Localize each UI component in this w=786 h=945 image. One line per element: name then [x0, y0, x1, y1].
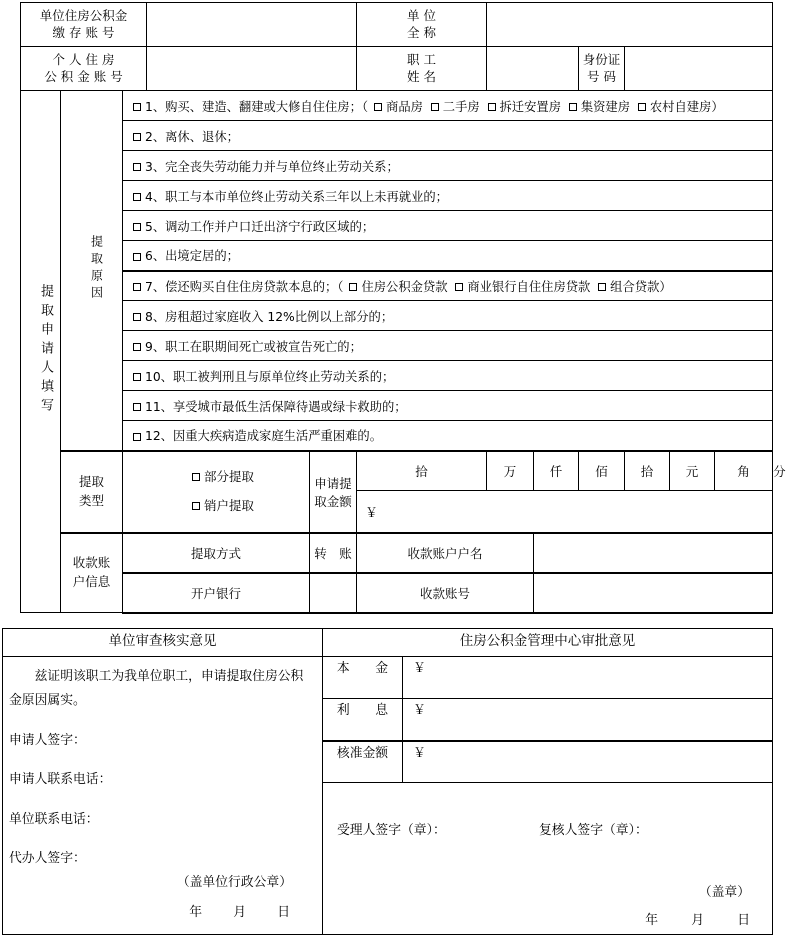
- withdraw-type-label: 提取 类型: [61, 451, 123, 533]
- payee-bank-label: 开户银行: [123, 573, 310, 613]
- row-payee-method: [21, 533, 773, 573]
- reason-no: 2、: [145, 129, 166, 144]
- side-label-applicant-fill: 提取申请人填写: [21, 91, 61, 613]
- reason-row: [21, 301, 773, 331]
- reason-item-10[interactable]: [123, 361, 773, 391]
- reason-item-5[interactable]: [123, 211, 773, 241]
- center-approval-title: 住房公积金管理中心审批意见: [323, 629, 773, 657]
- row-personal-account: [21, 47, 773, 91]
- reason-no: 3、: [145, 159, 166, 174]
- reason-no: 8、: [145, 309, 166, 324]
- option-close-account-withdraw[interactable]: 销户提取: [137, 492, 309, 521]
- withdraw-method-label: 提取方式: [123, 533, 310, 573]
- checkbox-reason-7[interactable]: [133, 283, 141, 291]
- reason-1-options: 商品房 二手房 拆迁安置房 集资建房 农村自建房）: [374, 100, 724, 114]
- reason-no: 4、: [145, 189, 166, 204]
- center-date-line[interactable]: 年 月 日: [645, 913, 750, 928]
- reason-item-8[interactable]: [123, 301, 773, 331]
- reason-no: 5、: [145, 219, 166, 234]
- review-section-table: [2, 628, 773, 935]
- unit-review-body: [3, 657, 323, 935]
- withdraw-method-value[interactable]: 转 账: [310, 533, 357, 573]
- checkbox-housing-fund-loan[interactable]: [349, 283, 357, 291]
- checkbox-reason-4[interactable]: [133, 193, 141, 201]
- checkbox-reason-8[interactable]: [133, 313, 141, 321]
- reason-row: [21, 271, 773, 301]
- amount-unit-cell: 佰: [579, 451, 625, 491]
- payee-bank-input[interactable]: [310, 573, 357, 613]
- reason-text: 完全丧失劳动能力并与单位终止劳动关系；: [165, 159, 399, 174]
- employee-name-label: 职 工 姓 名: [357, 47, 487, 91]
- reason-row: [21, 121, 773, 151]
- unit-account-label: 单位住房公积金 缴 存 账 号: [21, 3, 147, 47]
- reason-item-1[interactable]: [123, 91, 773, 121]
- payee-account-no-input[interactable]: [534, 573, 773, 613]
- amount-value-input[interactable]: [357, 491, 773, 533]
- reason-row: [21, 391, 773, 421]
- reason-text: 调动工作并户口迁出济宁行政区域的；: [165, 219, 375, 234]
- reason-no: 11、: [145, 399, 173, 414]
- principal-input[interactable]: [403, 657, 773, 699]
- option-partial-withdraw[interactable]: 部分提取: [137, 463, 309, 492]
- checkbox-reason-10[interactable]: [133, 373, 141, 381]
- reason-text: 因重大疾病造成家庭生活严重困难的。: [172, 429, 383, 444]
- amount-unit-cell: 元: [670, 451, 715, 491]
- principal-label: 本 金: [323, 657, 403, 699]
- reason-text: 职工被判刑且与原单位终止劳动关系的；: [172, 369, 395, 384]
- withdraw-type-options: [123, 451, 310, 533]
- interest-input[interactable]: [403, 699, 773, 741]
- amount-unit-cell: 拾: [625, 451, 670, 491]
- payee-info-label: 收款账 户信息: [61, 533, 123, 613]
- checkbox-reason-6[interactable]: [133, 253, 141, 261]
- checkbox-commercial-bank-loan[interactable]: [455, 283, 463, 291]
- unit-phone-field[interactable]: 单位联系电话：: [9, 811, 99, 827]
- reason-no: 10、: [145, 369, 173, 384]
- reason-row: [21, 91, 773, 121]
- reason-no: 9、: [145, 339, 166, 354]
- checkbox-relocation-house[interactable]: [488, 103, 496, 111]
- reason-row: [21, 421, 773, 451]
- checkbox-fundraising-house[interactable]: [569, 103, 577, 111]
- checkbox-reason-11[interactable]: [133, 403, 141, 411]
- row-principal: [3, 657, 773, 699]
- unit-name-input[interactable]: [487, 3, 773, 47]
- applicant-phone-field[interactable]: 申请人联系电话：: [9, 772, 112, 788]
- unit-review-title: 单位审查核实意见: [3, 629, 323, 657]
- reason-text: 购买、建造、翻建或大修自住住房；（: [165, 99, 369, 114]
- checkbox-rural-selfbuilt-house[interactable]: [638, 103, 646, 111]
- reason-text: 偿还购买自住住房贷款本息的；（: [165, 279, 344, 294]
- center-seal-note: （盖章）: [698, 885, 750, 900]
- checkbox-reason-5[interactable]: [133, 223, 141, 231]
- id-number-label: 身份证 号 码: [579, 47, 625, 91]
- reason-no: 1、: [145, 99, 166, 114]
- reason-item-2[interactable]: [123, 121, 773, 151]
- reason-row: [21, 211, 773, 241]
- id-number-input[interactable]: [625, 47, 773, 91]
- payee-account-no-label: 收款账号: [357, 573, 534, 613]
- personal-account-label: 个 人 住 房 公 积 金 账 号: [21, 47, 147, 91]
- reason-item-9[interactable]: [123, 331, 773, 361]
- agent-signature-field[interactable]: 代办人签字：: [9, 851, 86, 867]
- checkbox-reason-3[interactable]: [133, 163, 141, 171]
- handler-signature-field[interactable]: 受理人签字（章）：: [337, 823, 446, 838]
- checkbox-reason-12[interactable]: [133, 433, 141, 441]
- checkbox-commodity-house[interactable]: [374, 103, 382, 111]
- reason-text: 职工与本市单位终止劳动关系三年以上未再就业的；: [165, 189, 448, 204]
- reason-row: [21, 151, 773, 181]
- reason-text: 享受城市最低生活保障待遇或绿卡救助的；: [172, 399, 407, 414]
- interest-label: 利 息: [323, 699, 403, 741]
- reason-no: 6、: [145, 249, 166, 264]
- approved-amount-label: 核准金额: [323, 741, 403, 783]
- employee-name-input[interactable]: [487, 47, 579, 91]
- reviewer-signature-field[interactable]: 复核人签字（章）：: [539, 823, 648, 838]
- checkbox-combined-loan[interactable]: [598, 283, 606, 291]
- reason-section-label: 提取原因: [61, 91, 123, 451]
- reason-item-3[interactable]: [123, 151, 773, 181]
- payee-account-name-input[interactable]: [534, 533, 773, 573]
- unit-name-label: 单 位 全 称: [357, 3, 487, 47]
- amount-unit-cell: 万: [487, 451, 534, 491]
- personal-account-input[interactable]: [147, 47, 357, 91]
- checkbox-second-hand-house[interactable]: [431, 103, 439, 111]
- reason-item-6[interactable]: [123, 241, 773, 271]
- reason-row: [21, 181, 773, 211]
- row-payee-bank: [21, 573, 773, 613]
- reason-text: 出境定居的；: [165, 249, 239, 264]
- unit-date-line[interactable]: 年 月 日: [189, 905, 290, 921]
- reason-row: [21, 241, 773, 271]
- row-withdraw-type-units: 提取 类型 部分提取 销户提取 申请提取金额 拾 万 仟 佰 拾 元 角 分: [21, 451, 773, 491]
- currency-symbol: ￥: [413, 745, 427, 761]
- checkbox-reason-9[interactable]: [133, 343, 141, 351]
- currency-symbol: ￥: [365, 505, 379, 521]
- approved-amount-input[interactable]: [403, 741, 773, 783]
- applicant-section-table: [20, 2, 786, 614]
- reason-item-11[interactable]: [123, 391, 773, 421]
- amount-label: 申请提取金额: [310, 451, 357, 533]
- checkbox-close-account-withdraw[interactable]: [192, 502, 200, 510]
- checkbox-reason-2[interactable]: [133, 133, 141, 141]
- checkbox-reason-1[interactable]: [133, 103, 141, 111]
- unit-declaration-text: 兹证明该职工为我单位职工，申请提取住房公积金原因属实。: [9, 669, 304, 709]
- checkbox-partial-withdraw[interactable]: [192, 473, 200, 481]
- reason-text: 离休、退休；: [165, 129, 239, 144]
- unit-account-input[interactable]: [147, 3, 357, 47]
- approval-signature-area: [323, 783, 773, 935]
- unit-seal-note: （盖单位行政公章）: [176, 875, 292, 891]
- row-review-titles: [3, 629, 773, 657]
- payee-account-name-label: 收款账户户名: [357, 533, 534, 573]
- reason-no: 12、: [145, 429, 173, 444]
- reason-text: 职工在职期间死亡或被宣告死亡的；: [165, 339, 362, 354]
- reason-text: 房租超过家庭收入 12%比例以上部分的；: [165, 309, 394, 324]
- amount-unit-cell: 仟: [534, 451, 579, 491]
- row-unit-account: [21, 3, 773, 47]
- applicant-signature-field[interactable]: 申请人签字：: [9, 732, 86, 748]
- reason-7-options: 住房公积金贷款 商业银行自住住房贷款 组合贷款）: [349, 280, 671, 294]
- currency-symbol: ￥: [413, 661, 427, 676]
- amount-unit-cell: 角: [715, 451, 773, 491]
- reason-item-7[interactable]: [123, 271, 773, 301]
- reason-item-12[interactable]: [123, 421, 773, 451]
- amount-unit-cell: 拾: [357, 451, 487, 491]
- reason-no: 7、: [145, 279, 166, 294]
- reason-row: [21, 331, 773, 361]
- reason-item-4[interactable]: [123, 181, 773, 211]
- currency-symbol: ￥: [413, 703, 427, 718]
- reason-row: [21, 361, 773, 391]
